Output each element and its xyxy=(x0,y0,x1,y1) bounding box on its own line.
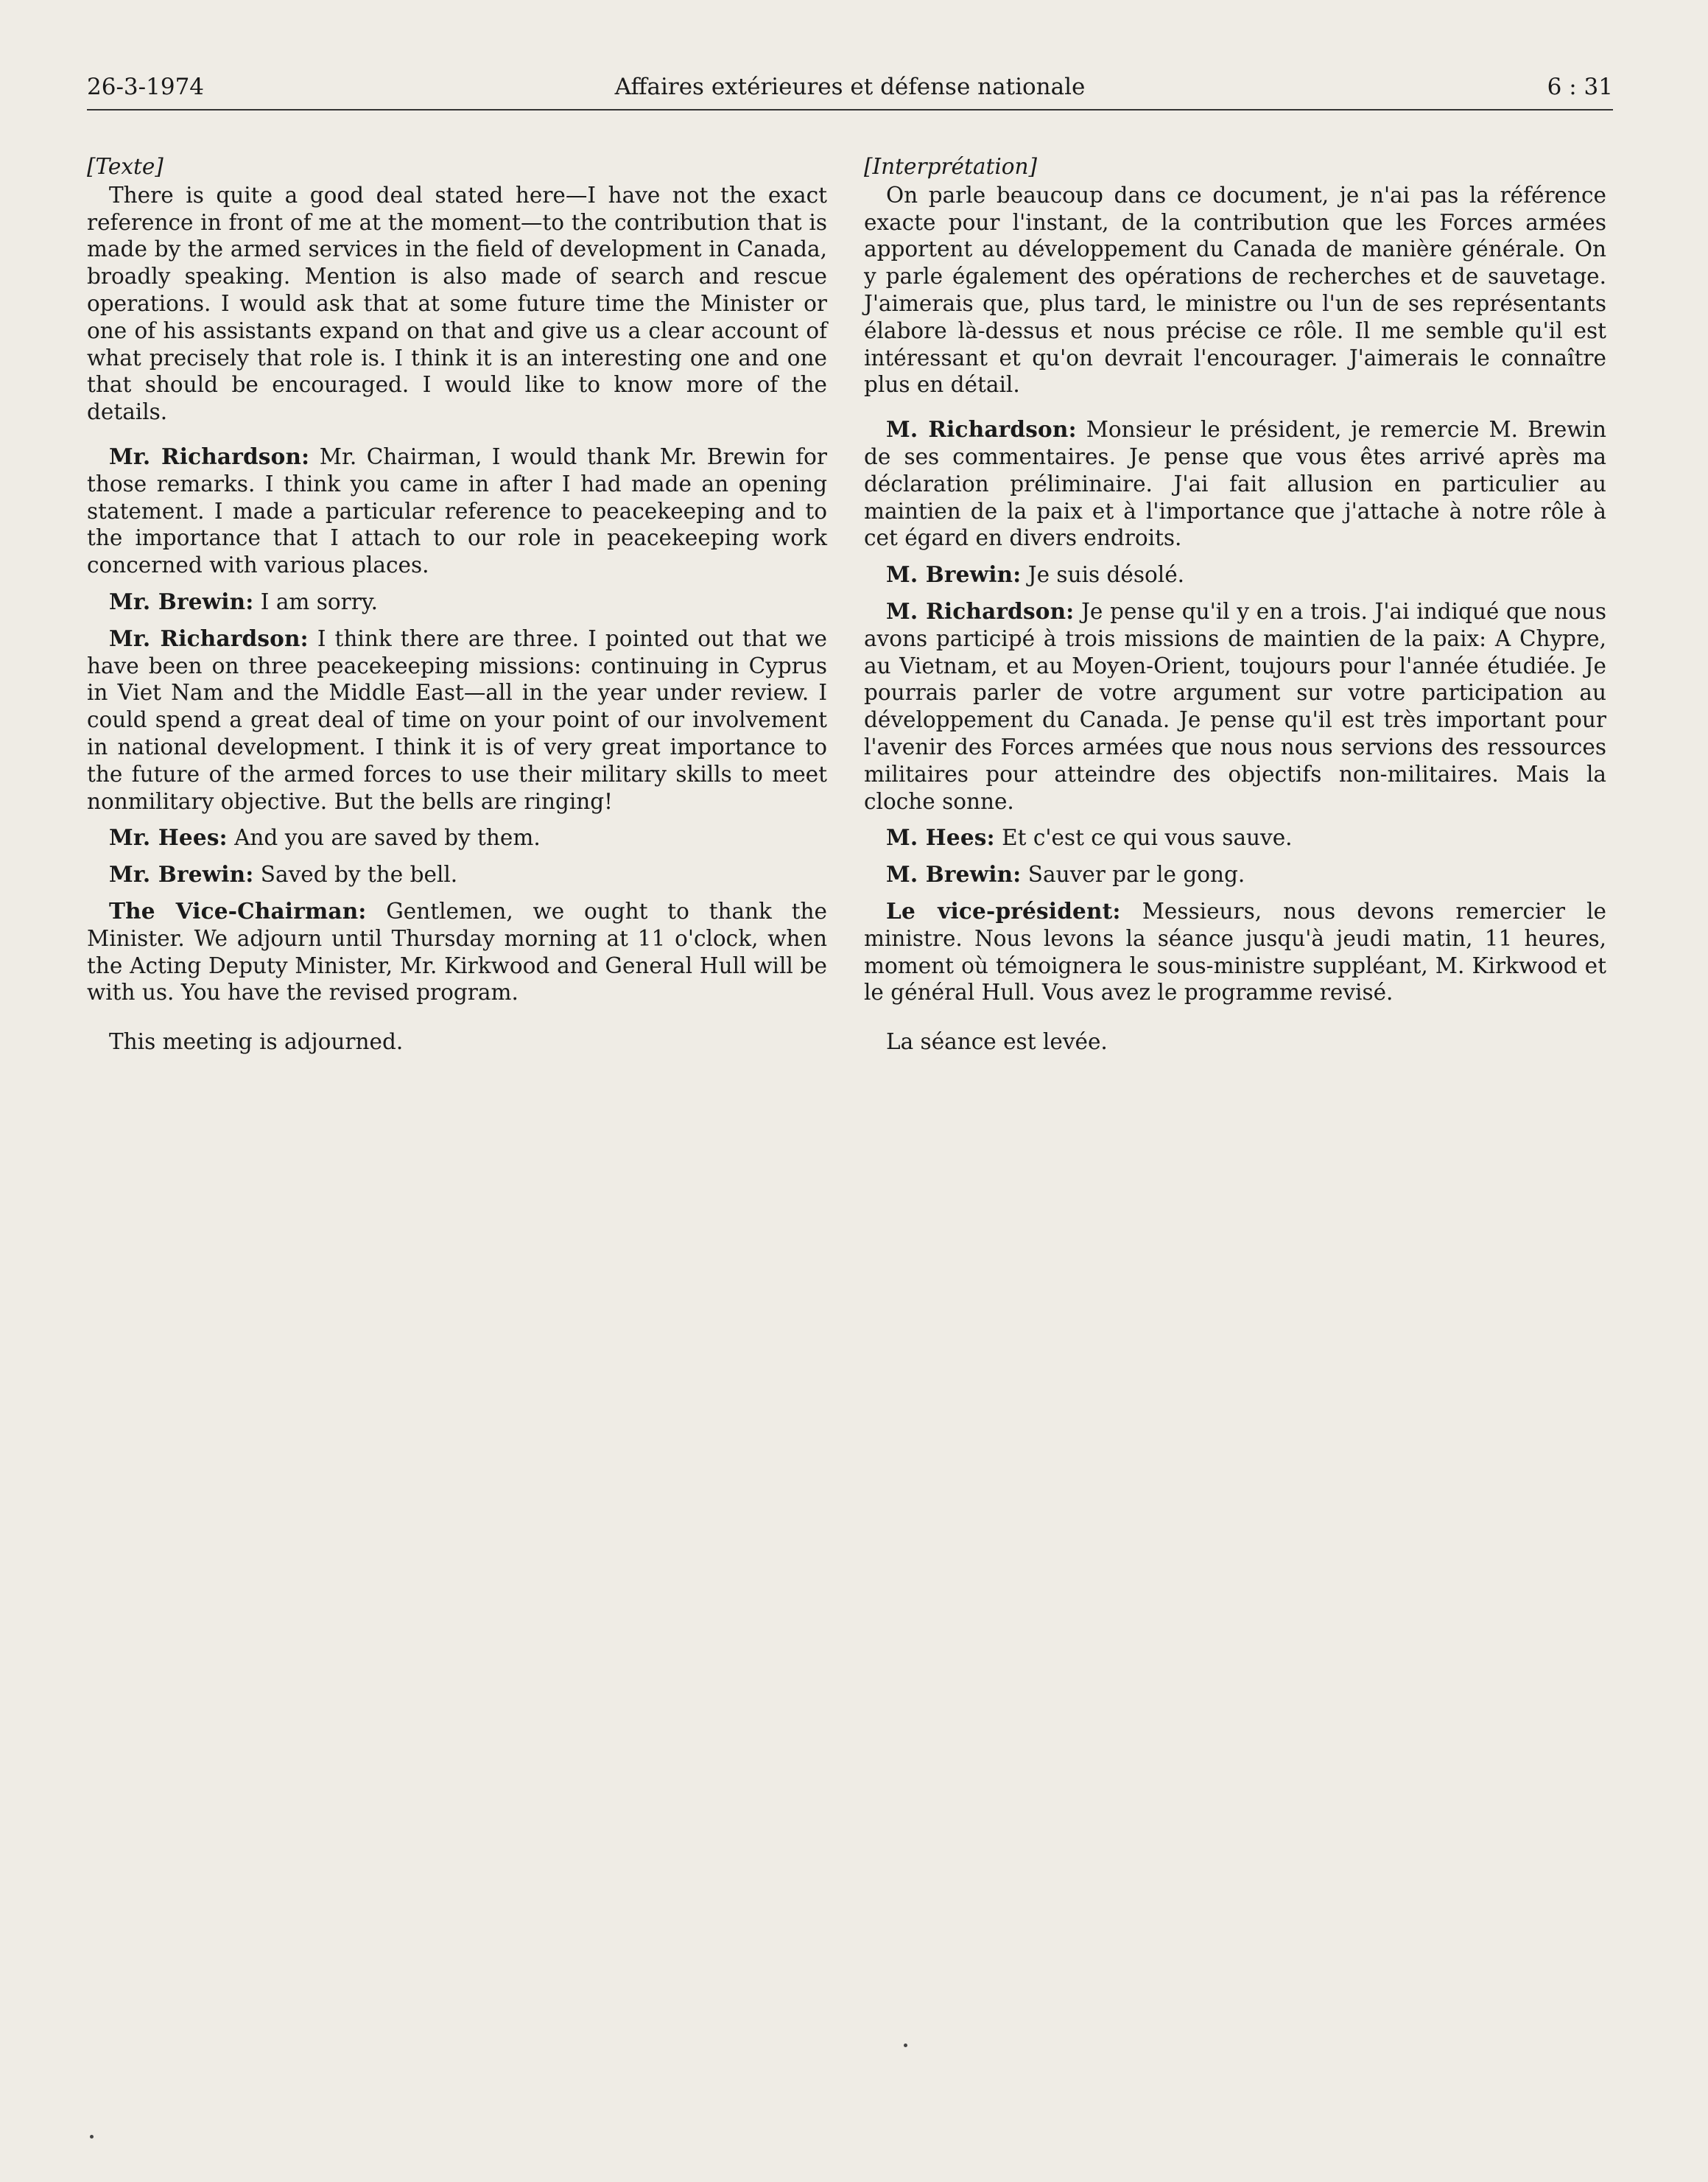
paragraph-text: Je pense qu'il y en a trois. J'ai indiqué que nous avons participé à trois missions de maintien de la paix: A Chypre, au Vietnam, et au Moyen-Orient, toujours pour l'année étudiée. Je pourrais parler de votre argument sur votre participation au développement du Canada. Je pense qu'il est très important pour l'avenir des Forces armées que nous nous servions des ressources militaires pour atteindre des objectifs non-militaires. Mais la cloche sonne. xyxy=(864,598,1606,814)
paragraph xyxy=(864,561,1606,589)
paragraph xyxy=(87,898,827,1006)
paragraph xyxy=(87,589,827,616)
running-header xyxy=(87,68,1613,110)
paragraph-text: Je suis désolé. xyxy=(1021,562,1185,588)
english-column xyxy=(87,153,827,1065)
speaker-name: M. Brewin: xyxy=(886,561,1022,588)
paragraph-text: Messieurs, nous devons remercier le ministre. Nous levons la séance jusqu'à jeudi matin, 11 heures, moment où témoignera le sous-ministre suppléant, M. Kirkwood et le général Hull. Vous avez le programme revisé. xyxy=(864,898,1606,1006)
paragraph-text: Monsieur le président, je remercie M. Brewin de ses commentaires. Je pense que vous êtes arrivé après ma déclaration préliminaire. J'ai fait allusion en particulier au maintien de la paix et à l'importance que j'attache à notre rôle à cet égard en divers endroits. xyxy=(864,417,1606,551)
paragraph-text: And you are saved by them. xyxy=(227,825,541,851)
interpretation-marker: [Interprétation] xyxy=(864,154,1038,179)
paragraph xyxy=(87,625,827,815)
header-date: 26-3-1974 xyxy=(87,74,205,100)
paragraph xyxy=(864,861,1606,888)
paragraph-text: I am sorry. xyxy=(253,589,378,614)
speaker-name: Mr. Brewin: xyxy=(109,861,254,888)
paragraph-text: Saved by the bell. xyxy=(253,862,458,888)
paragraph xyxy=(864,898,1606,1006)
paragraph-text: Sauver par le gong. xyxy=(1021,862,1245,888)
header-title: Affaires extérieures et défense nationale xyxy=(614,74,1086,100)
paragraph-text: There is quite a good deal stated here—I have not the exact reference in front of me at the moment—to the contribution that is made by the armed services in the field of development in Canada, broadly speaking. Mention is also made of search and rescue operations. I would ask that at some future time the Minister or one of his assistants expand on that and give us a clear account of what precisely that role is. I think it is an interesting one and one that should be encouraged. I would like to know more of the details. xyxy=(87,182,827,425)
paragraph-text: Gentlemen, we ought to thank the Minister. We adjourn until Thursday morning at 11 o'clock, when the Acting Deputy Minister, Mr. Kirkwood and General Hull will be with us. You have the revised program. xyxy=(87,898,828,1006)
paragraph-text: On parle beaucoup dans ce document, je n'ai pas la référence exacte pour l'instant, de la contribution que les Forces armées apportent au développement du Canada de manière générale. On y parle également des opérations de recherches et de sauvetage. J'aimerais que, plus tard, le ministre ou l'un de ses représentants élabore là-dessus et nous précise ce rôle. Il me semble qu'il est intéressant et qu'on devrait l'encourager. J'aimerais le connaître plus en détail. xyxy=(864,182,1606,398)
paragraph-text: I think there are three. I pointed out that we have been on three peacekeeping missions: continuing in Cyprus in Viet Nam and the Middle East—all in the year under review. I could spend a great deal of time on your point of our involvement in national development. I think it is of very great importance to the future of the armed forces to use their military skills to meet nonmilitary objective. But the bells are ringing! xyxy=(87,625,828,814)
paragraph xyxy=(87,182,827,426)
speaker-name: Mr. Richardson: xyxy=(109,443,310,469)
header-page-number: 6 : 31 xyxy=(1547,74,1613,100)
paragraph-text: Mr. Chairman, I would thank Mr. Brewin for those remarks. I think you came in after I had made an opening statement. I made a particular reference to peacekeeping and to the importance that I attach to our role in peacekeeping work concerned with various places. xyxy=(87,443,827,578)
stray-mark xyxy=(90,2135,94,2139)
paragraph xyxy=(864,182,1606,399)
speaker-name: M. Richardson: xyxy=(886,597,1075,624)
paragraph xyxy=(87,824,827,852)
adjournment-line: This meeting is adjourned. xyxy=(109,1029,404,1055)
speaker-name: Mr. Hees: xyxy=(109,824,228,851)
text-marker: [Texte] xyxy=(87,154,164,179)
speaker-name: The Vice-Chairman: xyxy=(109,897,367,924)
paragraph xyxy=(87,861,827,888)
speaker-name: Le vice-président: xyxy=(886,897,1121,924)
speaker-name: M. Brewin: xyxy=(886,861,1022,888)
stray-mark xyxy=(904,2044,907,2047)
paragraph xyxy=(864,824,1606,852)
paragraph xyxy=(87,443,827,579)
french-column xyxy=(864,153,1606,1065)
speaker-name: M. Hees: xyxy=(886,824,995,851)
paragraph-text: Et c'est ce qui vous sauve. xyxy=(994,825,1293,851)
paragraph xyxy=(864,416,1606,552)
paragraph xyxy=(864,598,1606,815)
speaker-name: Mr. Brewin: xyxy=(109,588,254,614)
adjournment-line: La séance est levée. xyxy=(886,1029,1108,1055)
speaker-name: Mr. Richardson: xyxy=(109,625,309,651)
speaker-name: M. Richardson: xyxy=(886,416,1077,443)
